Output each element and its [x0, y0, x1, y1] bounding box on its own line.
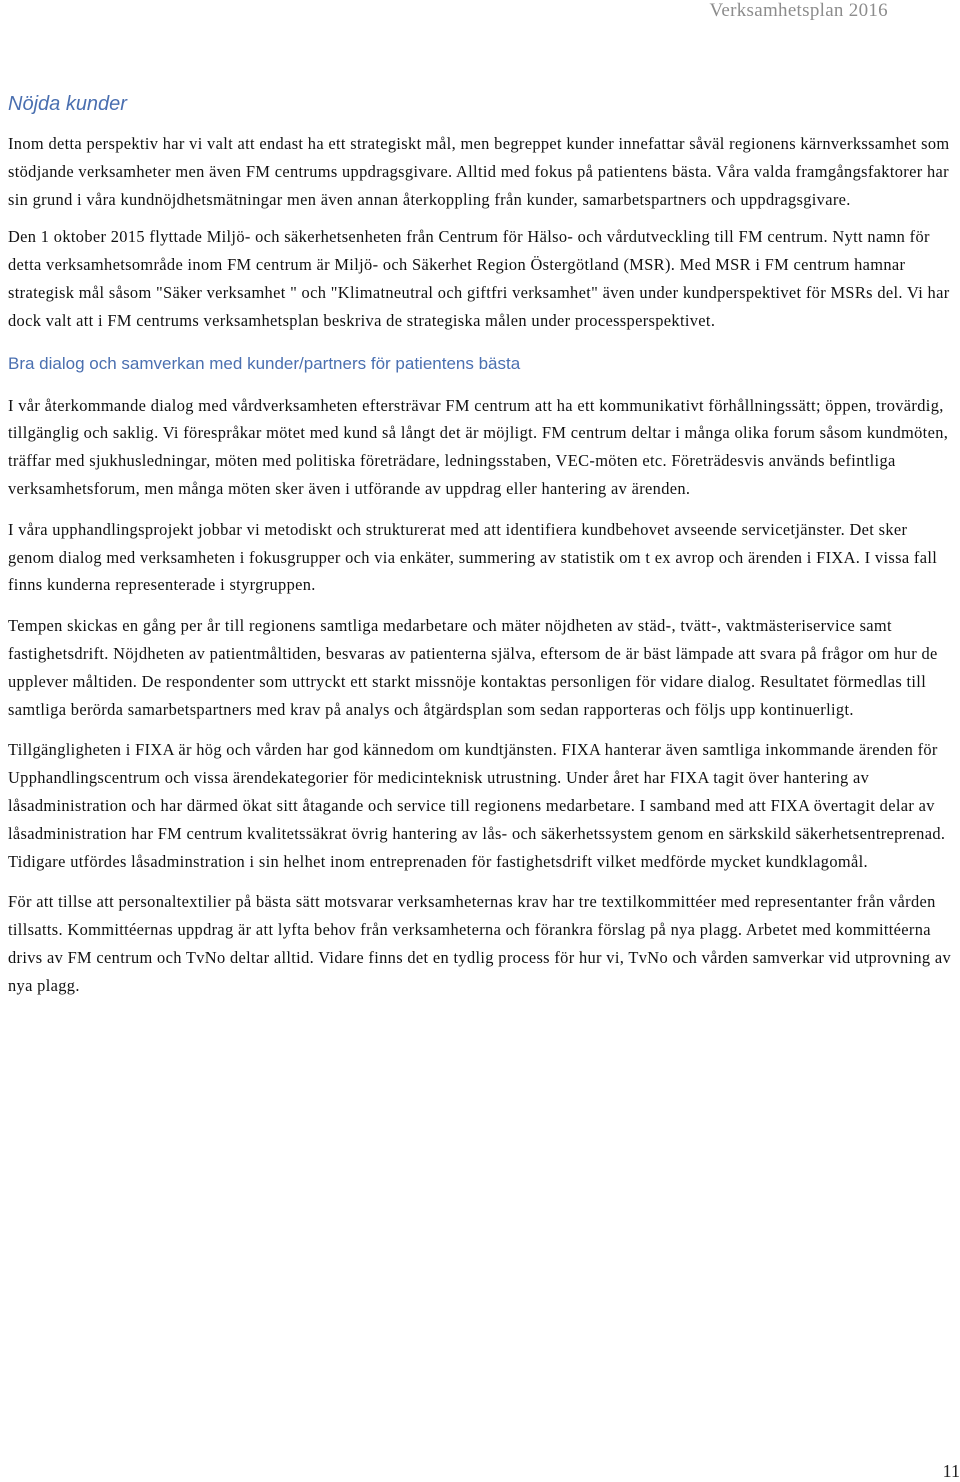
- subsection-paragraph: För att tillse att personaltextilier på bästa sätt motsvarar verksamheternas krav har tre textilkommittéer med representanter från vården tillsatts. Kommittéernas uppdrag är att lyfta behov från verksamheterna och förankra förslag på nya plagg. Arbetet med kommittéerna drivs av FM centrum och TvNo deltar alltid. Vidare finns det en tydlig process för hur vi, TvNo och vården samverkar vid utprovning av nya plagg.: [8, 892, 952, 995]
- subsection-paragraph: I vår återkommande dialog med vårdverksamheten eftersträvar FM centrum att ha ett kommunikativt förhållningssätt; öppen, trovärdig, tillgänglig och saklig. Vi förespråkar mötet med kund så långt det är möjligt. FM centrum deltar i många olika forum såsom kundmöten, träffar med sjukhusledningar, möten med politiska företrädare, ledningsstaben, VEC-möten etc. Företrädesvis används befintliga verksamhetsforum, men många möten sker även i utförande av uppdrag eller hantering av ärenden.: [8, 395, 949, 498]
- section-paragraph: Den 1 oktober 2015 flyttade Miljö- och säkerhetsenheten från Centrum för Hälso- och vårdutveckling till FM centrum. Nytt namn för detta verksamhetsområde inom FM centrum är Miljö- och Säkerhet Region Östergötland (MSR). Med MSR i FM centrum hamnar strategisk mål såsom "Säker verksamhet " och "Klimatneutral och giftfri verksamhet" även under kundperspektivet för MSRs del. Vi har dock valt att i FM centrums verksamhetsplan beskriva de strategiska målen under processperspektivet.: [8, 227, 950, 330]
- subsection-heading: Bra dialog och samverkan med kunder/partners för patientens bästa: [8, 353, 521, 373]
- document-body: [8, 91, 958, 1013]
- page-number: 11: [942, 1461, 960, 1481]
- subsection-paragraph: Tillgängligheten i FIXA är hög och vården har god kännedom om kundtjänsten. FIXA hanterar även samtliga inkommande ärenden för Upphandlingscentrum och vissa ärendekategorier för medicinteknisk utrustning. Under året har FIXA tagit över hantering av låsadministration och har därmed ökat sitt åtagande och service till regionens medarbetare. I samband med att FIXA övertagit delar av låsadministration har FM centrum kvalitetssäkrat övrig hantering av lås- och säkerhetssystem genom en särkskild säkerhetsentreprenad. Tidigare utfördes låsadminstration i sin helhet inom entreprenaden för fastighetsdrift vilket medförde mycket kundklagomål.: [8, 740, 946, 871]
- section-paragraph: Inom detta perspektiv har vi valt att endast ha ett strategiskt mål, men begreppet kunder innefattar såväl regionens kärnverkssamhet som stödjande verksamheter men även FM centrums uppdragsgivare. Alltid med fokus på patientens bästa. Våra valda framgångsfaktorer har sin grund i våra kundnöjdhetsmätningar men även annan återkoppling från kunder, samarbetspartners och uppdragsgivare.: [8, 134, 950, 209]
- subsection-paragraph: Tempen skickas en gång per år till regionens samtliga medarbetare och mäter nöjdheten av städ-, tvätt-, vaktmästeriservice samt fastighetsdrift. Nöjdheten av patientmåltiden, besvaras av patienterna själva, eftersom de är bäst lämpade att svara på frågor om hur de upplever måltiden. De respondenter som uttryckt ett starkt missnöje kontaktas personligen för vidare dialog. Resultatet förmedlas till samtliga berörda samarbetspartners med krav på analys och åtgärdsplan som sedan rapporteras och följs upp kontinuerligt.: [8, 616, 938, 719]
- subsection-paragraph: I våra upphandlingsprojekt jobbar vi metodiskt och strukturerat med att identifiera kundbehovet avseende servicetjänster. Det sker genom dialog med verksamheten i fokusgrupper och via enkäter, summering av statistik om t ex avrop och ärenden i FIXA. I vissa fall finns kunderna representerade i styrgruppen.: [8, 519, 938, 595]
- section-heading: Nöjda kunder: [8, 93, 127, 115]
- page-header-title: Verksamhetsplan 2016: [709, 0, 888, 21]
